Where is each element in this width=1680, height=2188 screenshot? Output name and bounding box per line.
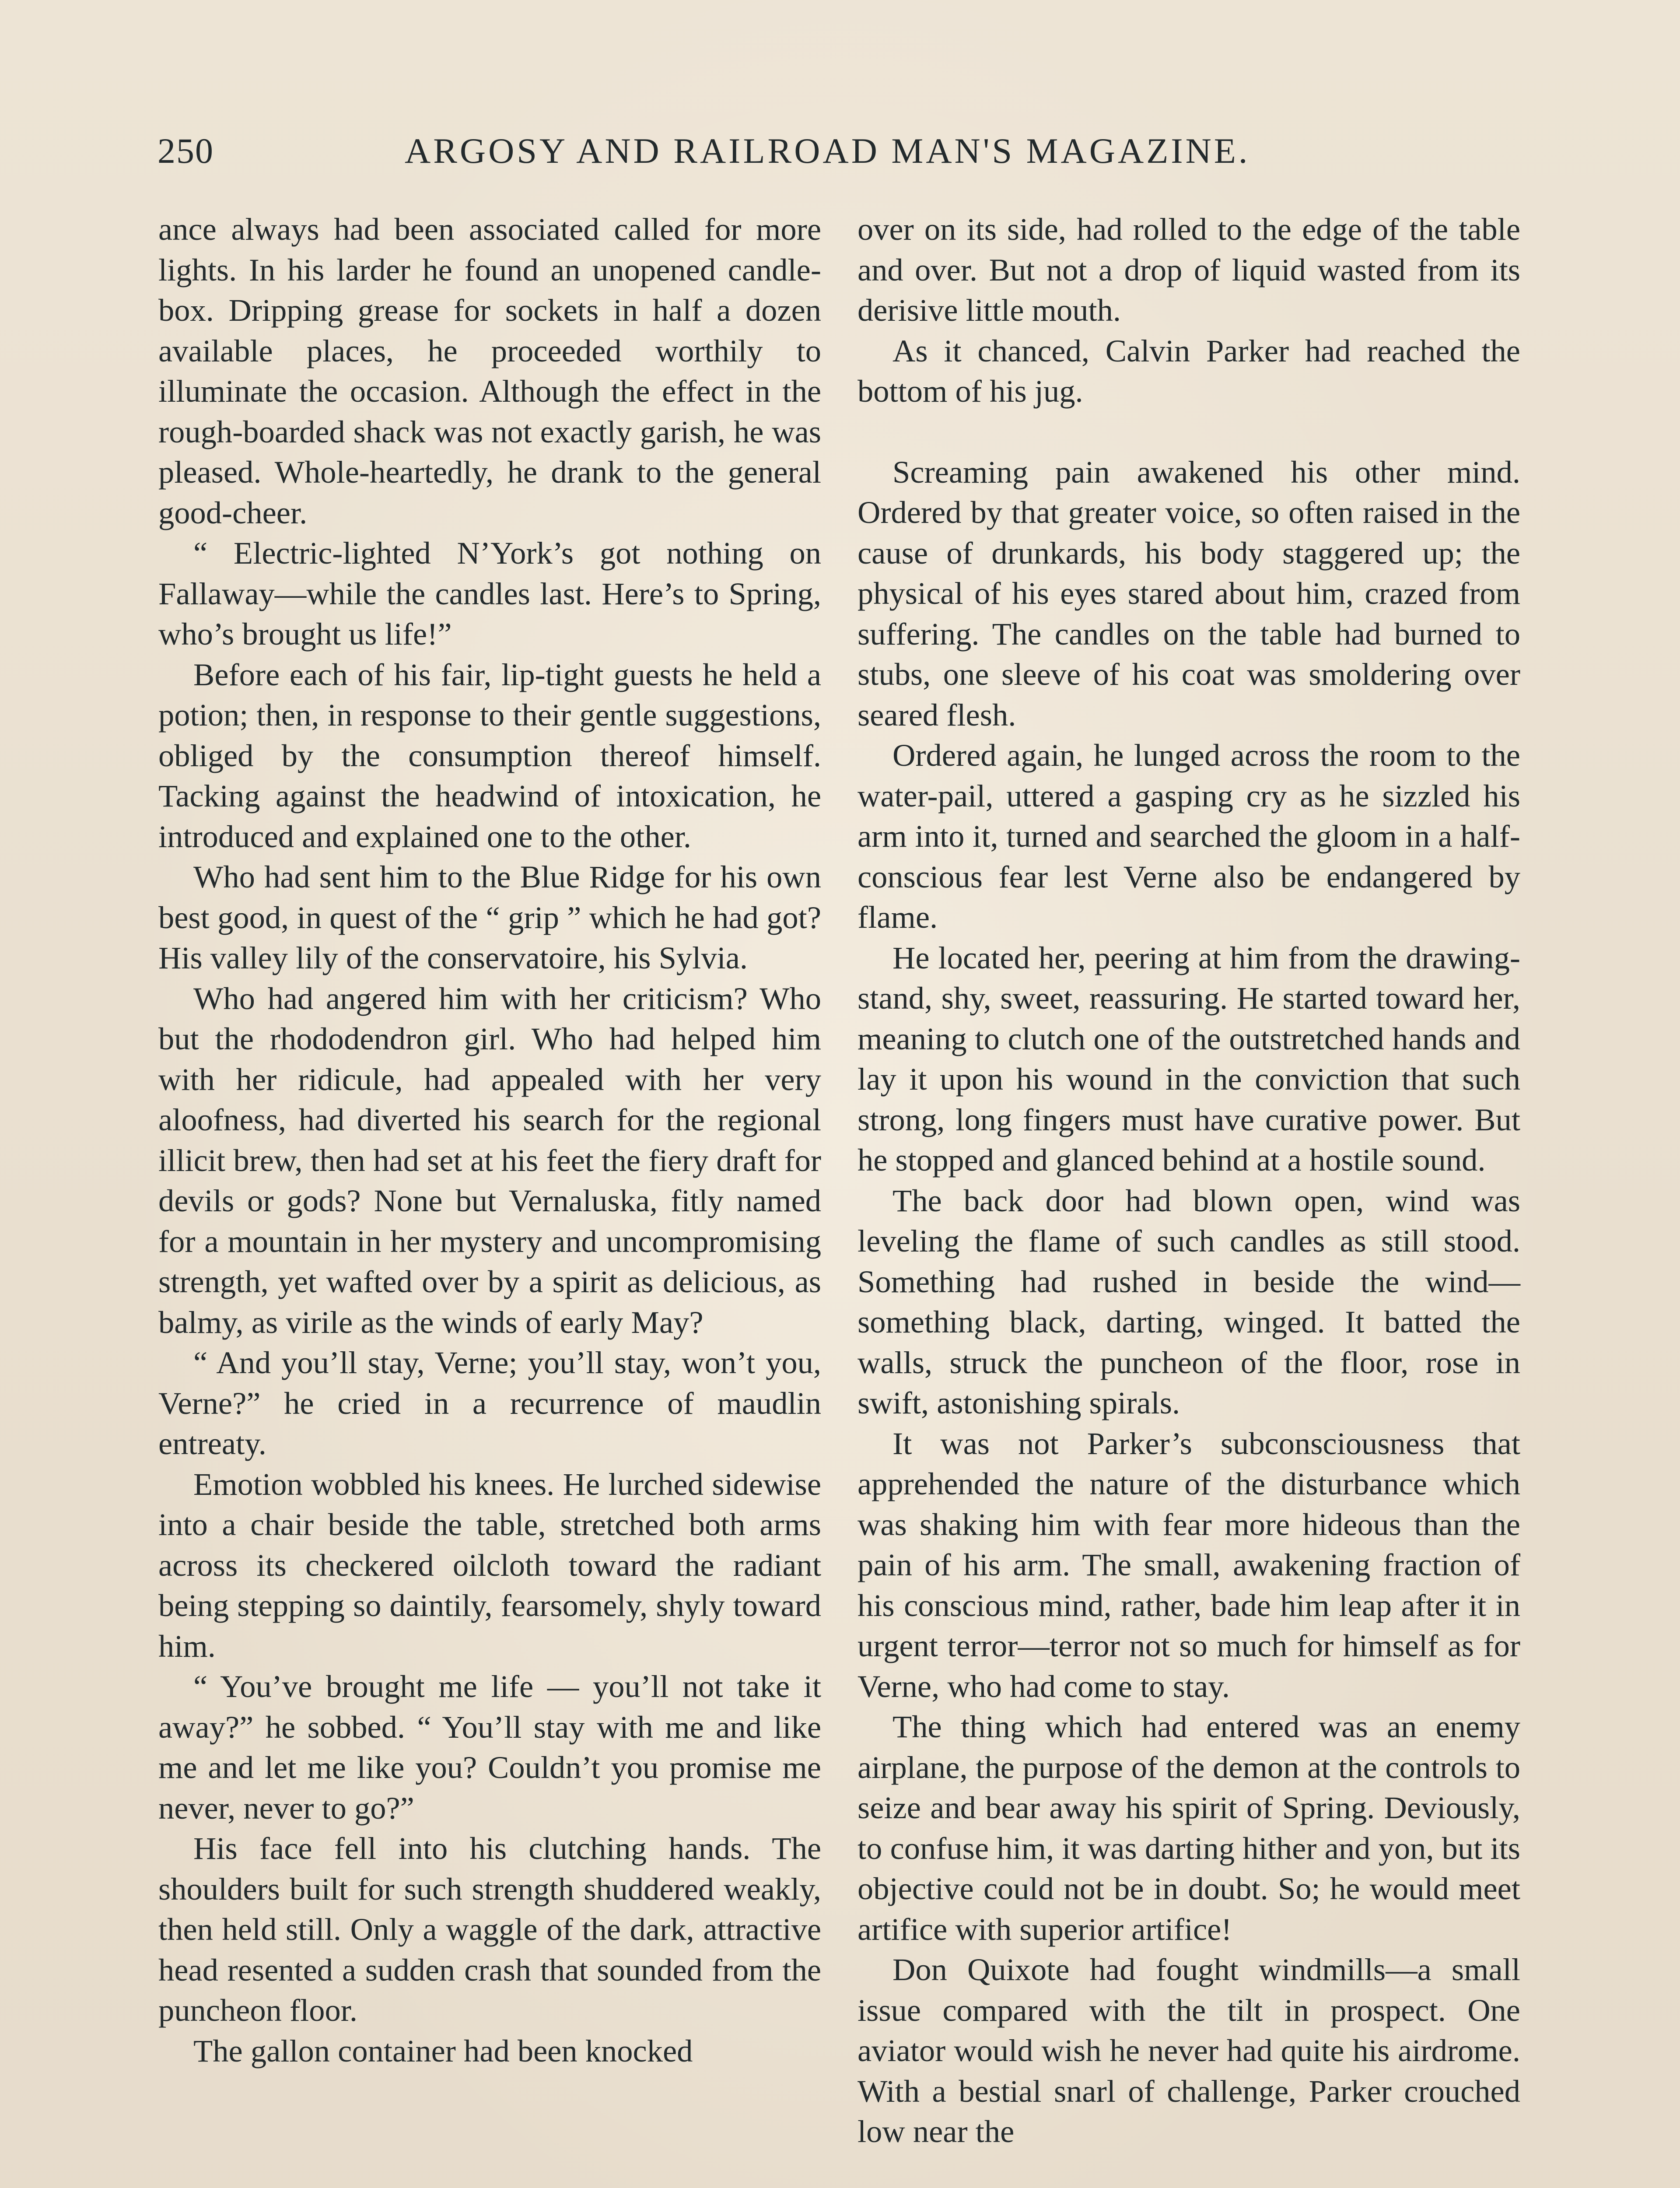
- paragraph: As it chanced, Calvin Parker had reached the bottom of his jug.: [858, 333, 1520, 409]
- paragraph: The gallon container had been knocked: [193, 2033, 693, 2069]
- paragraph: Before each of his fair, lip-tight guests he held a potion; then, in response to their gentle suggestions, obliged by the consumption thereof himself. Tacking against the headwind of intoxication, he introduced and explained one to the other.: [158, 656, 821, 854]
- magazine-title: ARGOSY AND RAILROAD MAN'S MAGAZINE.: [405, 131, 1250, 171]
- page-number: 250: [158, 131, 214, 171]
- paragraph: He located her, peering at him from the drawing-stand, shy, sweet, reassuring. He started toward her, meaning to clutch one of the outstretched hands and lay it upon his wound in the conviction that such strong, long fingers must have curative power. But he stopped and glanced behind at a hostile sound.: [858, 940, 1520, 1178]
- left-text-column: [158, 209, 821, 2071]
- paragraph: Emotion wobbled his knees. He lurched sidewise into a chair beside the table, stretched both arms across its checkered oilcloth toward the radiant being stepping so daintily, fearsomely, shyly toward him.: [158, 1466, 821, 1664]
- paragraph: “ And you’ll stay, Verne; you’ll stay, won’t you, Verne?” he cried in a recurrence of maudlin entreaty.: [158, 1345, 821, 1461]
- running-head: [158, 127, 1522, 175]
- paragraph: It was not Parker’s subconsciousness that apprehended the nature of the disturbance which was shaking him with fear more hideous than the pain of his arm. The small, awakening fraction of his conscious mind, rather, bade him leap after it in urgent terror—terror not so much for himself as for Verne, who had come to stay.: [858, 1425, 1520, 1704]
- paragraph: His face fell into his clutching hands. The shoulders built for such strength shuddered weakly, then held still. Only a waggle of the dark, attractive head resented a sudden crash that sounded from the puncheon floor.: [158, 1830, 821, 2028]
- paragraph: Screaming pain awakened his other mind. Ordered by that greater voice, so often raised in the cause of drunkards, his body staggered up; the physical of his eyes stared about him, crazed from suffering. The candles on the table had burned to stubs, one sleeve of his coat was smoldering over seared flesh.: [858, 454, 1520, 733]
- paragraph: ance always had been associated called for more lights. In his larder he found an unopened candle-box. Dripping grease for sockets in half a dozen available places, he proceeded worthily to illuminate the occasion. Although the effect in the rough-boarded shack was not exactly garish, he was pleased. Whole-heartedly, he drank to the general good-cheer.: [158, 211, 821, 530]
- paragraph: “ Electric-lighted N’York’s got nothing on Fallaway—while the candles last. Here’s to Spring, who’s brought us life!”: [158, 535, 821, 652]
- paragraph: over on its side, had rolled to the edge of the table and over. But not a drop of liquid wasted from its derisive little mouth.: [858, 211, 1520, 328]
- paragraph: Don Quixote had fought windmills—a small issue compared with the tilt in prospect. One aviator would wish he never had quite his airdrome. With a bestial snarl of challenge, Parker crouched low near the: [858, 1952, 1520, 2149]
- paragraph: Ordered again, he lunged across the room to the water-pail, uttered a gasping cry as he sizzled his arm into it, turned and searched the gloom in a half-conscious fear lest Verne also be endangered by flame.: [858, 737, 1520, 935]
- paragraph: The thing which had entered was an enemy airplane, the purpose of the demon at the controls to seize and bear away his spirit of Spring. Deviously, to confuse him, it was darting hither and yon, but its objective could not be in doubt. So; he would meet artifice with superior artifice!: [858, 1709, 1520, 1947]
- paragraph: The back door had blown open, wind was leveling the flame of such candles as still stood. Something had rushed in beside the wind—something black, darting, winged. It batted the walls, struck the puncheon of the floor, rose in swift, astonishing spirals.: [858, 1182, 1520, 1420]
- paragraph: “ You’ve brought me life — you’ll not take it away?” he sobbed. “ You’ll stay with me and like me and let me like you? Couldn’t you promise me never, never to go?”: [158, 1669, 821, 1826]
- paragraph: Who had sent him to the Blue Ridge for his own best good, in quest of the “ grip ” which he had got? His valley lily of the conservatoire, his Sylvia.: [158, 859, 821, 975]
- right-text-column: [858, 209, 1520, 2152]
- paragraph: Who had angered him with her criticism? Who but the rhododendron girl. Who had helped him with her ridicule, had appealed with her very aloofness, had diverted his search for the regional illicit brew, then had set at his feet the fiery draft for devils or gods? None but Vernaluska, fitly named for a mountain in her mystery and uncompromising strength, yet wafted over by a spirit as delicious, as balmy, as virile as the winds of early May?: [158, 980, 821, 1340]
